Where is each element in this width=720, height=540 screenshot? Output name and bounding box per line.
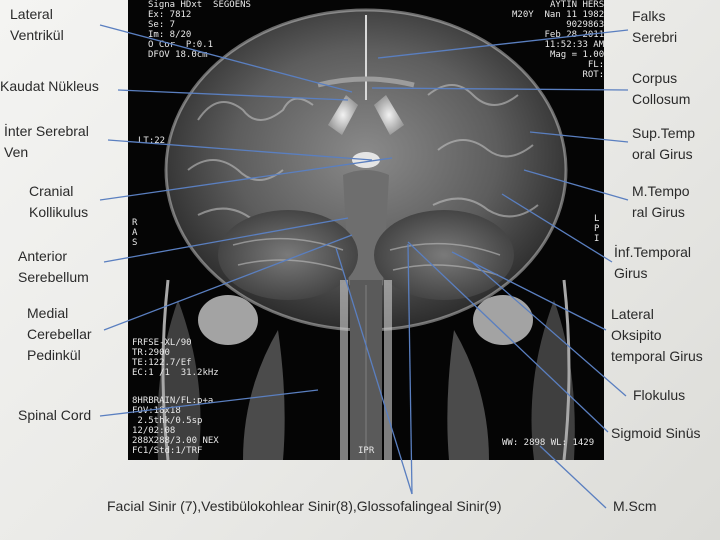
label-superior-temporal-gyrus: Sup.Temp oral Girus [632, 125, 696, 162]
label-lateral-occipitotemporal-gyrus: Lateral Oksipito temporal Girus [611, 306, 703, 364]
scan-info-top-left: Signa HDxt SEGOENS Ex: 7812 Se: 7 Im: 8/20 O Cor P:0.1 DFOV 18.0cm [148, 0, 251, 60]
label-lateral-ventricle: Lateral Ventrikül [10, 6, 64, 43]
label-internal-cerebral-vein: İnter Serebral Ven [4, 123, 89, 160]
label-spinal-cord: Spinal Cord [18, 407, 92, 423]
label-middle-temporal-gyrus: M.Tempo ral Girus [632, 183, 690, 220]
label-scm: M.Scm [613, 498, 657, 514]
label-falx-cerebri: Falks Serebri [632, 8, 678, 45]
label-cranial-nerves: Facial Sinir (7),Vestibülokohlear Sinir(8),Glossofalingeal Sinir(9) [107, 498, 502, 514]
ipr-marker: IPR [358, 446, 375, 456]
sequence-params: FRFSE-XL/90 TR:2900 TE:122.7/Ef EC:1 /1 31.2kHz [132, 338, 219, 378]
label-cranial-colliculus: Cranial Kollikulus [29, 183, 89, 220]
label-middle-cerebellar-peduncle: Medial Cerebellar Pedinkül [27, 305, 92, 363]
label-caudate-nucleus: Kaudat Nükleus [0, 78, 99, 94]
label-anterior-cerebellum: Anterior Serebellum [18, 248, 89, 285]
label-sigmoid-sinus: Sigmoid Sinüs [611, 425, 701, 441]
label-inferior-temporal-gyrus: İnf.Temporal Girus [614, 244, 692, 281]
lt-marker: LT:22 [138, 136, 166, 146]
label-flocculus: Flokulus [633, 387, 686, 403]
orientation-left: R A S [132, 218, 138, 248]
patient-info-top-right: AYTIN HERS M20Y Nan 11 1982 9029863 Feb 28 2011 11:52:33 AM Mag = 1.00 FL: ROT: [512, 0, 604, 80]
window-level: WW: 2898 WL: 1429 [502, 438, 595, 448]
label-corpus-callosum: Corpus Collosum [632, 70, 691, 107]
orientation-right: L P I [594, 214, 600, 244]
mri-coronal-image [128, 0, 604, 460]
acquisition-params: 8HRBRAIN/FL:p+a FOV:18x18 2.5thk/0.5sp 12/02:08 288X288/3.00 NEX FC1/Std:1/TRF [132, 396, 219, 456]
